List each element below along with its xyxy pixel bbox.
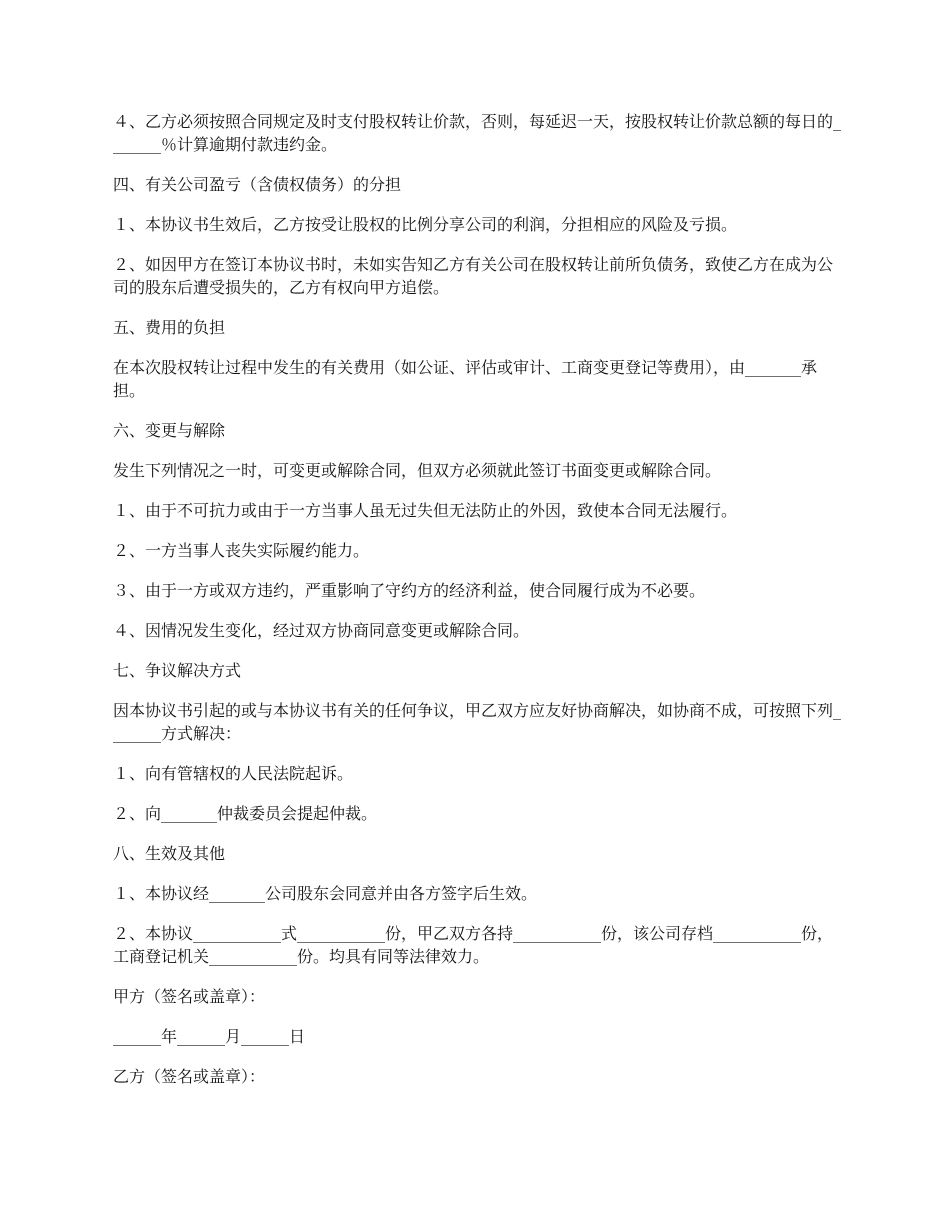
clause-change-intro: 发生下列情况之一时，可变更或解除合同，但双方必须就此签订书面变更或解除合同。 — [113, 461, 722, 480]
section-heading-effect: 八、生效及其他 — [113, 844, 226, 863]
date-line: ______年______月______日 — [113, 1027, 306, 1046]
clause-1-force-majeure: １、由于不可抗力或由于一方当事人虽无过失但无法防止的外因，致使本合同无法履行。 — [113, 501, 738, 520]
document-body — [113, 110, 843, 1105]
section-heading-expenses: 五、费用的负担 — [113, 318, 226, 337]
section-heading-profit-loss: 四、有关公司盈亏（含债权债务）的分担 — [113, 175, 402, 194]
clause-2-arbitration: ２、向_______仲裁委员会提起仲裁。 — [113, 804, 378, 823]
clause-1-effective: １、本协议经_______公司股东会同意并由各方签字后生效。 — [113, 884, 538, 903]
clause-2-copies: ２、本协议___________式___________份，甲乙双方各持___________份，该公司存档___________份，工商登记机关___________份。均具有同等法律效力。 — [113, 924, 834, 966]
clause-2-incapacity: ２、一方当事人丧失实际履约能力。 — [113, 541, 370, 560]
clause-4-late-payment: ４、乙方必须按照合同规定及时支付股权转让价款，否则，每延迟一天，按股权转让价款总额的每日的_______％计算逾期付款违约金。 — [113, 112, 842, 154]
party-b-signature-line: 乙方（签名或盖章）： — [113, 1067, 266, 1086]
clause-1-profit-sharing: １、本协议书生效后，乙方按受让股权的比例分享公司的利润，分担相应的风险及亏损。 — [113, 215, 738, 234]
clause-expenses: 在本次股权转让过程中发生的有关费用（如公证、评估或审计、工商变更登记等费用），由_______承担。 — [113, 358, 818, 400]
clause-3-breach: ３、由于一方或双方违约，严重影响了守约方的经济利益，使合同履行成为不必要。 — [113, 581, 706, 600]
section-heading-dispute: 七、争议解决方式 — [113, 661, 242, 680]
section-heading-change-termination: 六、变更与解除 — [113, 421, 226, 440]
clause-4-mutual-agreement: ４、因情况发生变化，经过双方协商同意变更或解除合同。 — [113, 621, 530, 640]
clause-1-court: １、向有管辖权的人民法院起诉。 — [113, 764, 354, 783]
clause-dispute-intro: 因本协议书引起的或与本协议书有关的任何争议，甲乙双方应友好协商解决，如协商不成，可按照下列_______方式解决： — [113, 701, 842, 743]
clause-2-undisclosed-debt: ２、如因甲方在签订本协议书时，未如实告知乙方有关公司在股权转让前所负债务，致使乙方在成为公司的股东后遭受损失的，乙方有权向甲方追偿。 — [113, 255, 834, 297]
party-a-signature-line: 甲方（签名或盖章）： — [113, 987, 266, 1006]
